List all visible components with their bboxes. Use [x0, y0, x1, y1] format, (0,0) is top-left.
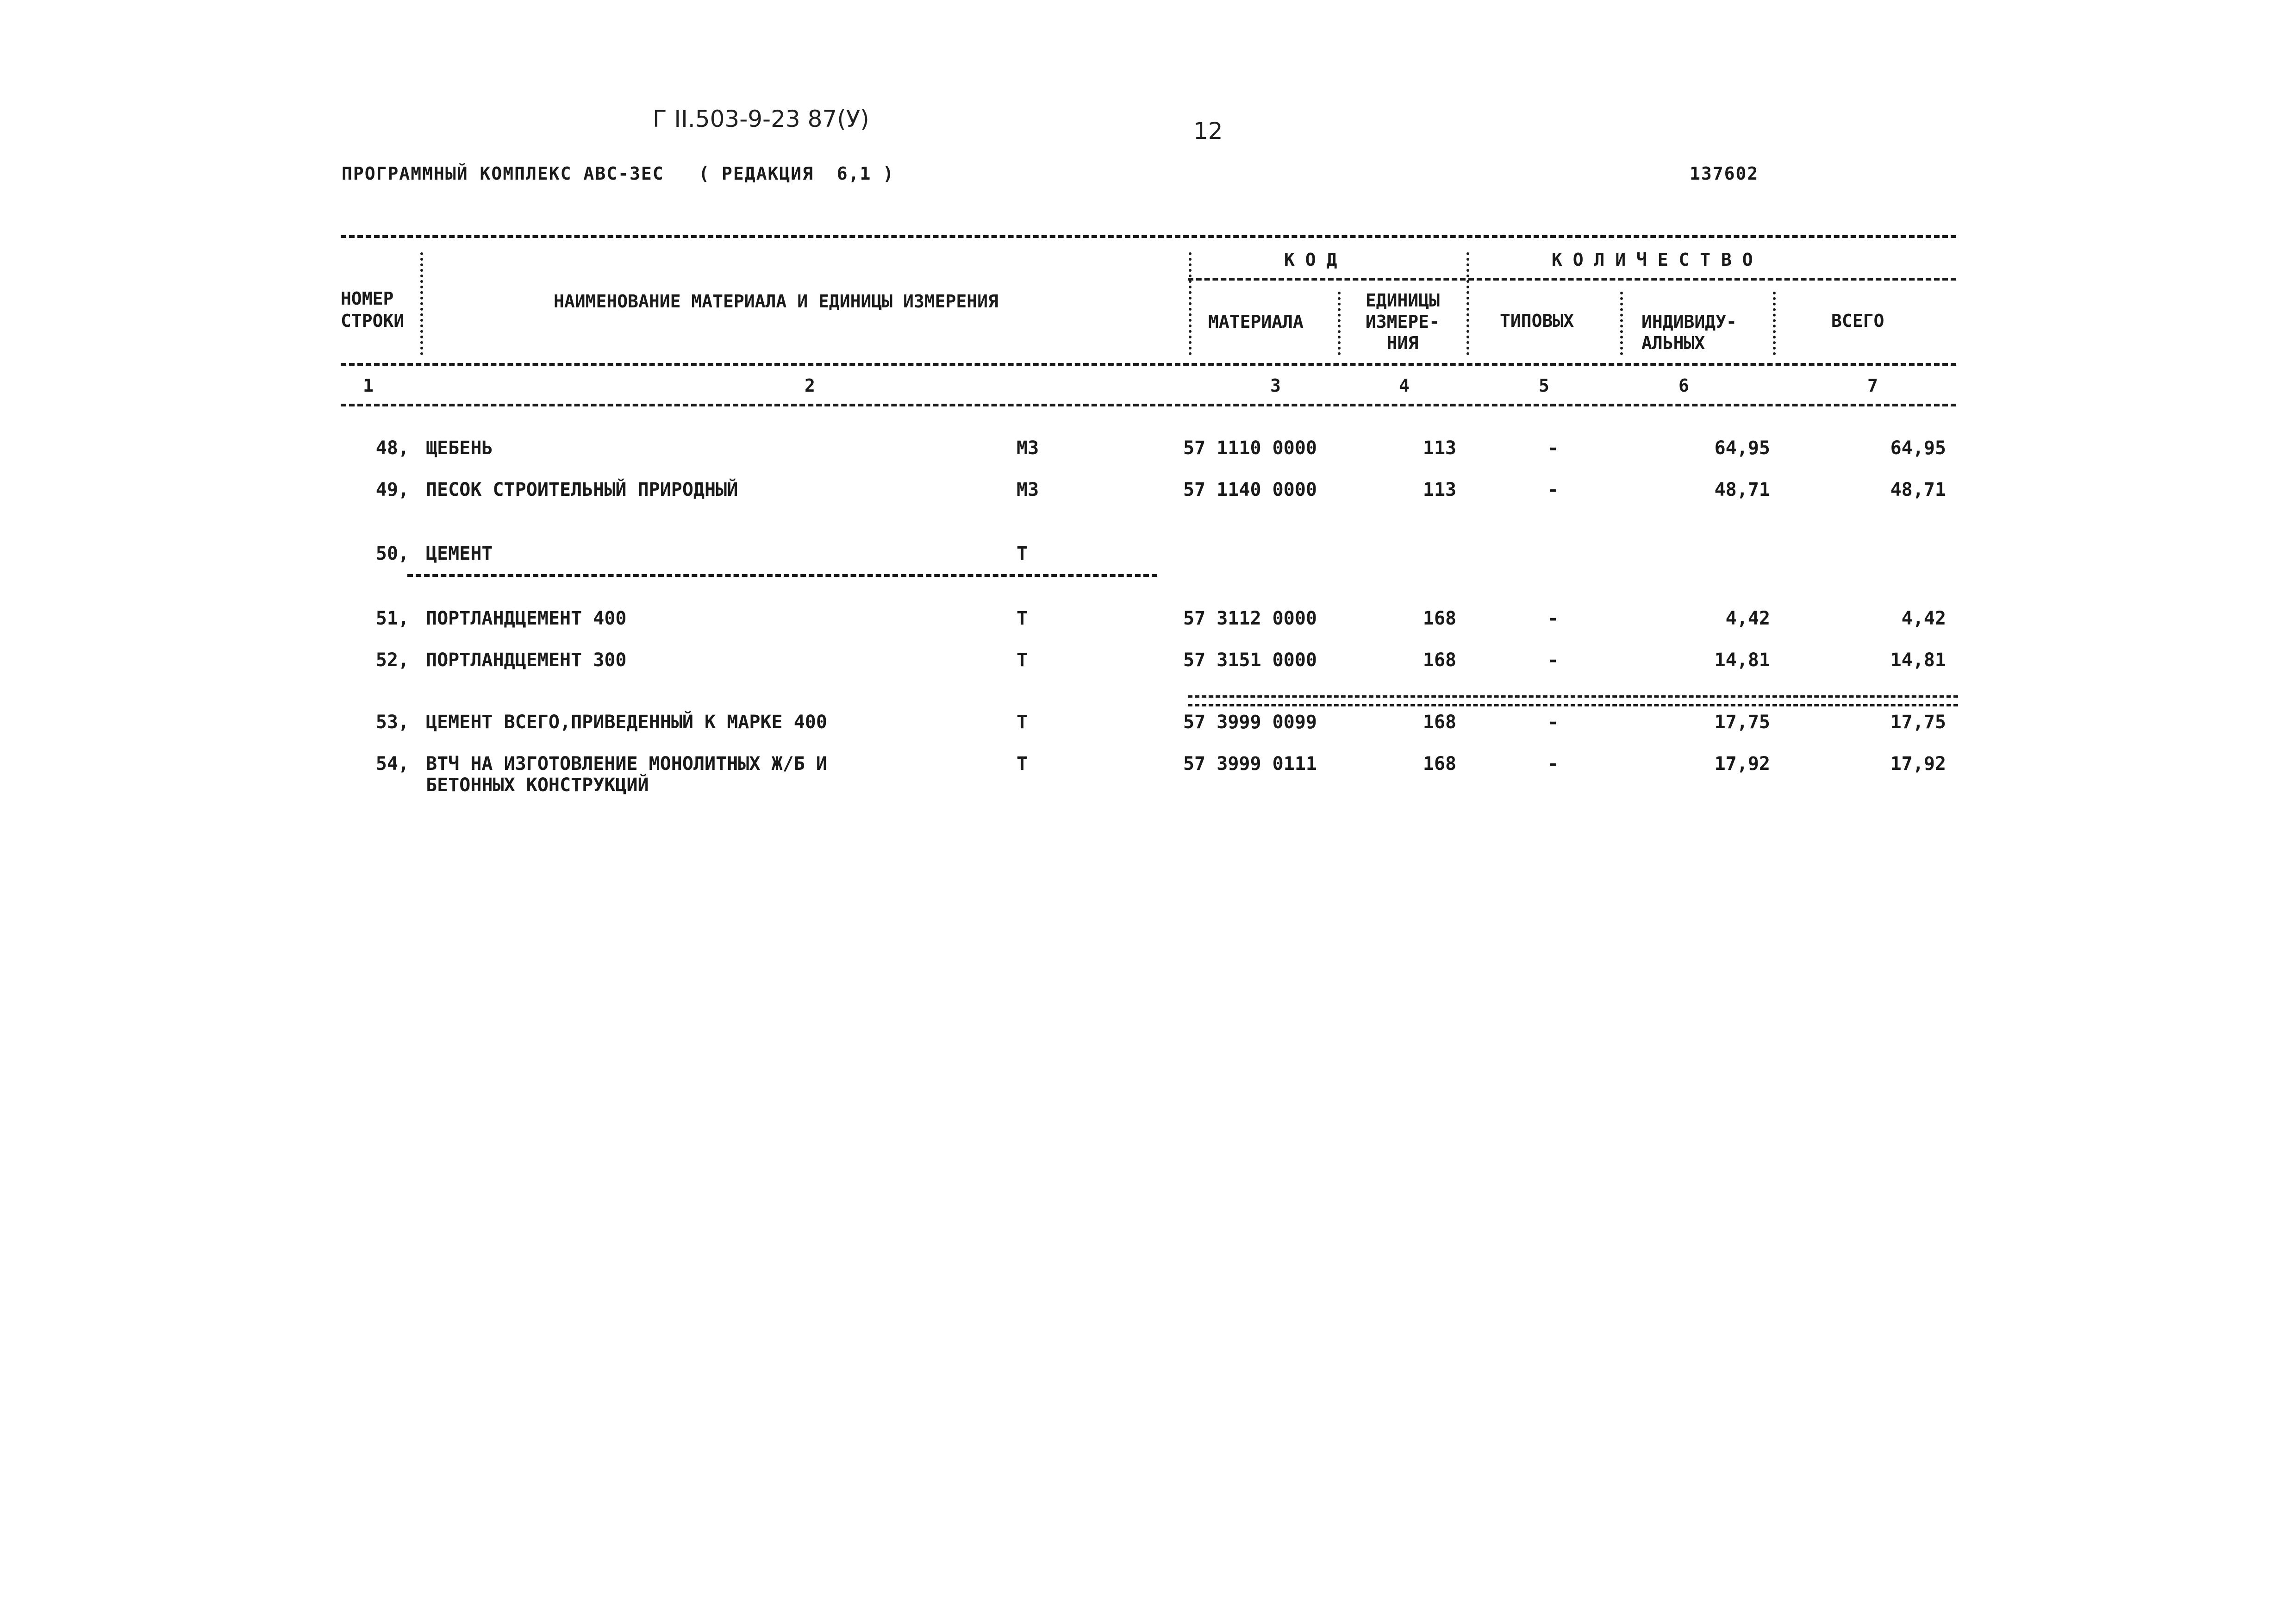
row-number: 53, [375, 712, 409, 733]
row-number: 50, [375, 543, 409, 564]
individual-qty: 48,71 [1714, 479, 1770, 500]
header-row-no-line1: НОМЕР [341, 288, 394, 309]
quantity-subrule [1468, 278, 1956, 281]
material-name: ПОРТЛАНДЦЕМЕНТ 400 [426, 608, 627, 629]
row-number: 52, [375, 650, 409, 671]
header-material-code: МАТЕРИАЛА [1208, 312, 1304, 332]
individual-qty: 17,75 [1714, 712, 1770, 733]
unit-code: 113 [1423, 479, 1457, 500]
header-row-no-line2: СТРОКИ [341, 311, 405, 331]
header-unit-line2: ИЗМЕРЕ- [1365, 312, 1440, 332]
col-sep-1 [420, 252, 423, 355]
unit-name: Т [1017, 543, 1028, 564]
individual-qty: 14,81 [1714, 650, 1770, 671]
material-name: ПЕСОК СТРОИТЕЛЬНЫЙ ПРИРОДНЫЙ [426, 479, 738, 500]
header-quantity-group: К О Л И Ч Е С Т В О [1552, 250, 1753, 270]
material-name: ЩЕБЕНЬ [426, 437, 493, 459]
header-typical: ТИПОВЫХ [1500, 311, 1574, 331]
row-number: 49, [375, 479, 409, 500]
individual-qty: 64,95 [1714, 437, 1770, 459]
unit-code: 168 [1423, 753, 1457, 775]
colnum-6: 6 [1678, 375, 1689, 396]
program-line: ПРОГРАММНЫЙ КОМПЛЕКС АВС-3ЕС ( РЕДАКЦИЯ 6,1 ) [342, 163, 895, 184]
document-code: 137602 [1690, 163, 1759, 184]
material-code: 57 3999 0099 [1183, 712, 1317, 733]
table-top-rule [341, 235, 1956, 238]
col-sep-6 [1773, 292, 1776, 355]
header-code-group: К О Д [1284, 250, 1337, 270]
total-qty: 48,71 [1890, 479, 1946, 500]
unit-code: 168 [1423, 608, 1457, 629]
unit-name: М3 [1017, 437, 1039, 459]
typical-qty: - [1547, 753, 1559, 775]
row-number: 54, [375, 753, 409, 775]
individual-qty: 4,42 [1725, 608, 1770, 629]
colnum-7: 7 [1867, 375, 1878, 396]
typical-qty: - [1547, 712, 1559, 733]
material-name: ВТЧ НА ИЗГОТОВЛЕНИЕ МОНОЛИТНЫХ Ж/Б И [426, 753, 827, 775]
material-name-continued: БЕТОННЫХ КОНСТРУКЦИЙ [426, 775, 649, 796]
colnum-3: 3 [1270, 375, 1281, 396]
material-code: 57 3112 0000 [1183, 608, 1317, 629]
total-qty: 17,92 [1890, 753, 1946, 775]
col-sep-4 [1466, 252, 1469, 355]
typical-qty: - [1547, 608, 1559, 629]
colnum-2: 2 [805, 375, 815, 396]
col-sep-2 [1189, 252, 1192, 355]
unit-name: Т [1017, 753, 1028, 775]
unit-code: 168 [1423, 650, 1457, 671]
header-individual-line1: ИНДИВИДУ- [1641, 312, 1737, 332]
group-underline [407, 574, 1157, 577]
unit-code: 113 [1423, 437, 1457, 459]
individual-qty: 17,92 [1714, 753, 1770, 775]
colnum-4: 4 [1399, 375, 1410, 396]
unit-name: Т [1017, 712, 1028, 733]
code-subrule [1188, 278, 1466, 281]
col-sep-3 [1338, 292, 1341, 355]
unit-name: М3 [1017, 479, 1039, 500]
unit-code: 168 [1423, 712, 1457, 733]
unit-name: Т [1017, 608, 1028, 629]
typical-qty: - [1547, 650, 1559, 671]
colnum-1: 1 [363, 375, 374, 396]
colnum-5: 5 [1539, 375, 1549, 396]
header-unit-line3: НИЯ [1386, 333, 1419, 353]
document-designation: Г II.503-9-23 87(У) [653, 106, 869, 132]
header-unit-line1: ЕДИНИЦЫ [1365, 290, 1440, 311]
row-number: 51, [375, 608, 409, 629]
header-bottom-rule [341, 363, 1956, 366]
typical-qty: - [1547, 437, 1559, 459]
material-code: 57 3151 0000 [1183, 650, 1317, 671]
total-qty: 64,95 [1890, 437, 1946, 459]
material-name: ЦЕМЕНТ [426, 543, 493, 564]
material-name: ПОРТЛАНДЦЕМЕНТ 300 [426, 650, 627, 671]
header-individual-line2: АЛЬНЫХ [1641, 333, 1705, 353]
material-code: 57 1140 0000 [1183, 479, 1317, 500]
material-code: 57 3999 0111 [1183, 753, 1317, 775]
typical-qty: - [1547, 479, 1559, 500]
page-number: 12 [1193, 118, 1223, 144]
total-qty: 4,42 [1901, 608, 1946, 629]
col-sep-5 [1620, 292, 1623, 355]
row-number: 48, [375, 437, 409, 459]
total-double-rule [1188, 695, 1958, 706]
colnum-bottom-rule [341, 404, 1956, 406]
material-name: ЦЕМЕНТ ВСЕГО,ПРИВЕДЕННЫЙ К МАРКЕ 400 [426, 712, 827, 733]
total-qty: 17,75 [1890, 712, 1946, 733]
material-code: 57 1110 0000 [1183, 437, 1317, 459]
header-name: НАИМЕНОВАНИЕ МАТЕРИАЛА И ЕДИНИЦЫ ИЗМЕРЕНИЯ [554, 291, 998, 312]
header-total: ВСЕГО [1831, 311, 1884, 331]
unit-name: Т [1017, 650, 1028, 671]
total-qty: 14,81 [1890, 650, 1946, 671]
